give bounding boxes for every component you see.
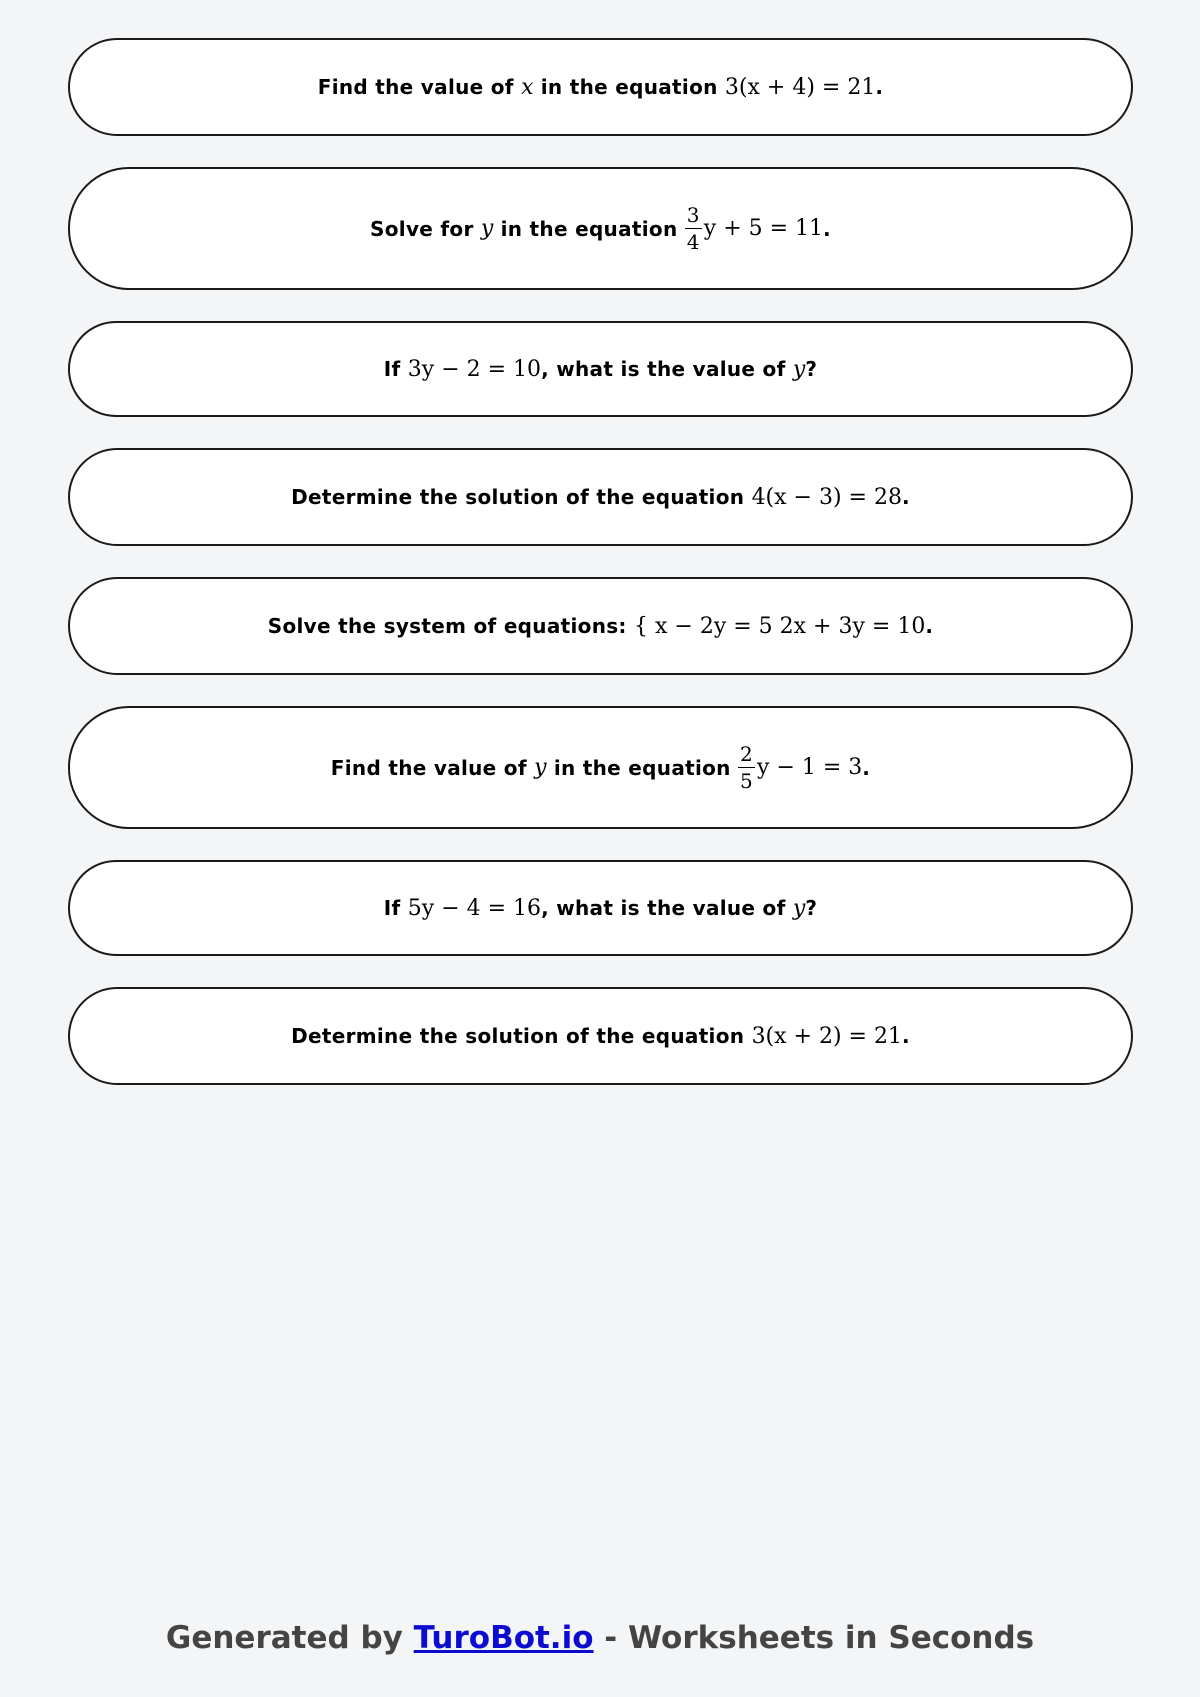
question-suffix: ? <box>805 357 818 381</box>
fraction <box>685 204 702 253</box>
question-card <box>68 448 1133 546</box>
question-list <box>68 38 1133 1085</box>
question-middle: in the equation <box>546 755 738 780</box>
question-suffix: . <box>823 216 831 241</box>
question-card <box>68 321 1133 417</box>
fraction-numerator: 3 <box>686 203 700 227</box>
question-prefix: Find the value of <box>330 755 535 780</box>
equation-system: { x − 2y = 5 2x + 3y = 10 <box>634 613 926 639</box>
equation: 3y − 2 = 10 <box>407 356 542 382</box>
question-middle: , what is the value of <box>541 357 793 381</box>
fraction-numerator: 2 <box>739 742 754 766</box>
variable: x <box>521 74 534 100</box>
turobot-link[interactable]: TuroBot.io <box>413 1620 594 1656</box>
question-middle: in the equation <box>533 75 725 99</box>
question-text <box>384 896 817 921</box>
variable: y <box>792 895 806 921</box>
question-suffix: . <box>925 614 934 638</box>
equation: 4(x − 3) = 28 <box>751 484 902 510</box>
question-text <box>268 614 933 639</box>
question-suffix: . <box>875 75 884 99</box>
question-card <box>68 577 1133 675</box>
question-prefix: Solve for <box>370 216 481 241</box>
question-text <box>291 1024 910 1049</box>
question-card <box>68 860 1133 956</box>
question-prefix: Determine the solution of the equation <box>291 1024 752 1048</box>
equation: y − 1 = 3 <box>757 755 863 780</box>
question-suffix: . <box>901 1024 910 1048</box>
question-text <box>291 485 910 510</box>
question-prefix: Find the value of <box>317 75 522 99</box>
question-prefix: If <box>383 357 408 381</box>
fraction-denominator: 4 <box>686 230 700 254</box>
variable: y <box>792 356 806 382</box>
question-text <box>331 743 870 792</box>
question-prefix: Determine the solution of the equation <box>291 485 752 509</box>
question-card <box>68 167 1133 290</box>
footer-suffix: - Worksheets in Seconds <box>593 1620 1035 1656</box>
equation: 5y − 4 = 16 <box>407 895 542 921</box>
equation: y + 5 = 11 <box>703 216 824 241</box>
footer-prefix: Generated by <box>165 1620 414 1656</box>
equation: 3(x + 4) = 21 <box>724 74 876 100</box>
question-text <box>384 357 817 382</box>
question-middle: , what is the value of <box>541 896 793 920</box>
fraction-denominator: 5 <box>739 769 754 793</box>
question-suffix: . <box>862 755 871 780</box>
variable: y <box>534 755 547 780</box>
footer <box>0 1620 1200 1656</box>
question-prefix: If <box>383 896 408 920</box>
question-card <box>68 987 1133 1085</box>
question-middle: in the equation <box>493 216 685 241</box>
question-card <box>68 38 1133 136</box>
variable: y <box>480 216 494 241</box>
question-card <box>68 706 1133 829</box>
fraction <box>738 743 755 792</box>
question-suffix: . <box>901 485 910 509</box>
question-prefix: Solve the system of equations: <box>267 614 634 638</box>
equation: 3(x + 2) = 21 <box>751 1023 902 1049</box>
question-text <box>370 204 831 253</box>
question-text <box>318 75 883 100</box>
question-suffix: ? <box>805 896 818 920</box>
